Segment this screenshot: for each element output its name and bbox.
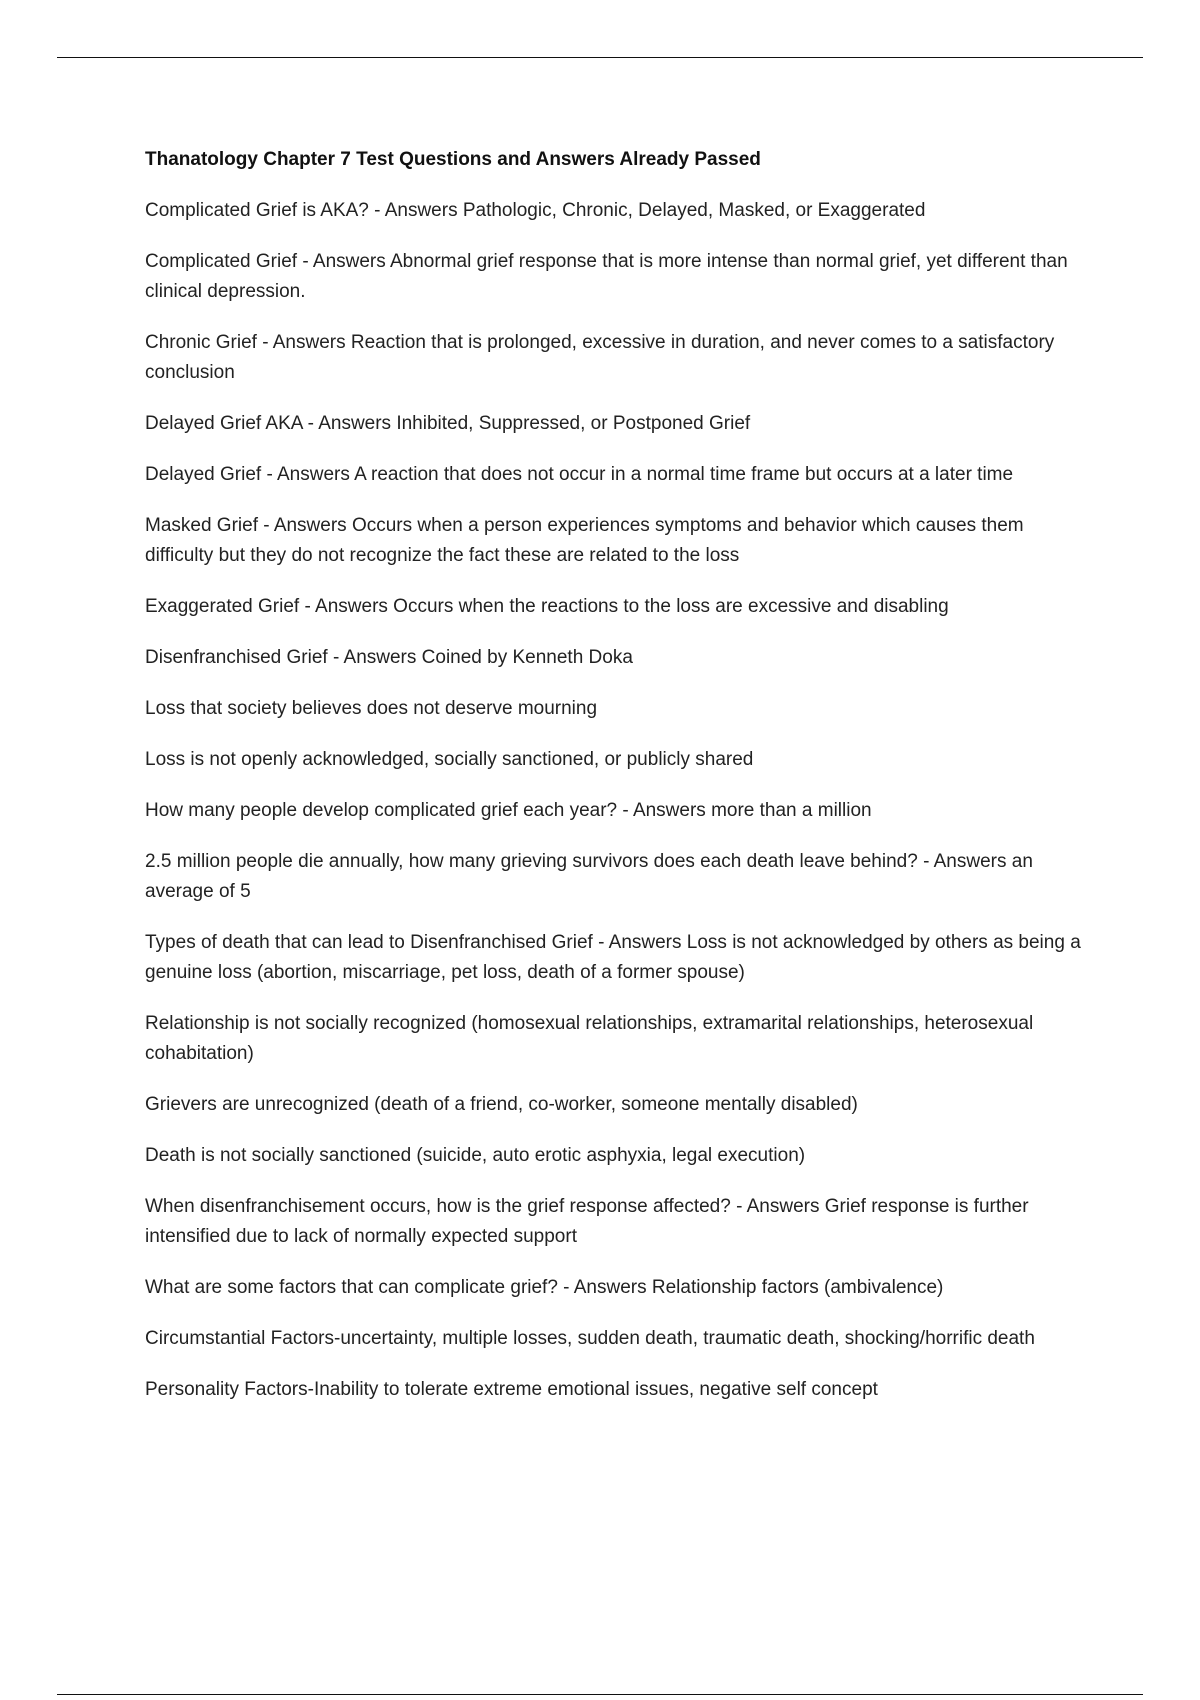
document-title: Thanatology Chapter 7 Test Questions and Answers Already Passed bbox=[145, 149, 761, 170]
qa-entry-complicated-grief: Complicated Grief - Answers Abnormal grief response that is more intense than normal grief, yet different than clinical depression. bbox=[145, 251, 1068, 302]
document-body bbox=[145, 145, 1085, 1426]
qa-entry-loss-not-deserving: Loss that society believes does not deserve mourning bbox=[145, 698, 598, 719]
qa-entry-delayed-grief: Delayed Grief - Answers A reaction that does not occur in a normal time frame but occurs at a later time bbox=[145, 464, 1014, 485]
qa-entry-disenfranchised-grief: Disenfranchised Grief - Answers Coined by Kenneth Doka bbox=[145, 647, 633, 668]
qa-entry-disenfranchisement-effect: When disenfranchisement occurs, how is the grief response affected? - Answers Grief response is further intensified due to lack of normally expected support bbox=[145, 1196, 1029, 1247]
qa-entry-complicated-grief-count: How many people develop complicated grief each year? - Answers more than a million bbox=[145, 800, 872, 821]
qa-entry-survivors-per-death: 2.5 million people die annually, how many grieving survivors does each death leave behind? - Answers an average of 5 bbox=[145, 851, 1033, 902]
qa-entry-death-not-sanctioned: Death is not socially sanctioned (suicide, auto erotic asphyxia, legal execution) bbox=[145, 1145, 806, 1166]
qa-entry-grievers-unrecognized: Grievers are unrecognized (death of a friend, co-worker, someone mentally disabled) bbox=[145, 1094, 858, 1115]
qa-entry-circumstantial-factors: Circumstantial Factors-uncertainty, multiple losses, sudden death, traumatic death, shocking/horrific death bbox=[145, 1328, 1035, 1349]
qa-entry-complicating-factors: What are some factors that can complicate grief? - Answers Relationship factors (ambivalence) bbox=[145, 1277, 944, 1298]
qa-entry-chronic-grief: Chronic Grief - Answers Reaction that is prolonged, excessive in duration, and never comes to a satisfactory conclusion bbox=[145, 332, 1055, 383]
header-rule bbox=[57, 57, 1143, 58]
qa-entry-masked-grief: Masked Grief - Answers Occurs when a person experiences symptoms and behavior which causes them difficulty but they do not recognize the fact these are related to the loss bbox=[145, 515, 1024, 566]
qa-entry-complicated-grief-aka: Complicated Grief is AKA? - Answers Pathologic, Chronic, Delayed, Masked, or Exaggerated bbox=[145, 200, 926, 221]
qa-entry-delayed-grief-aka: Delayed Grief AKA - Answers Inhibited, Suppressed, or Postponed Grief bbox=[145, 413, 751, 434]
qa-entry-relationship-not-recognized: Relationship is not socially recognized (homosexual relationships, extramarital relationships, heterosexual cohabitation) bbox=[145, 1013, 1034, 1064]
qa-entry-loss-not-acknowledged: Loss is not openly acknowledged, socially sanctioned, or publicly shared bbox=[145, 749, 754, 770]
qa-entry-types-of-death: Types of death that can lead to Disenfranchised Grief - Answers Loss is not acknowledged by others as being a genuine loss (abortion, miscarriage, pet loss, death of a former spouse) bbox=[145, 932, 1081, 983]
qa-entry-personality-factors: Personality Factors-Inability to tolerate extreme emotional issues, negative self concept bbox=[145, 1379, 878, 1400]
qa-entry-exaggerated-grief: Exaggerated Grief - Answers Occurs when the reactions to the loss are excessive and disabling bbox=[145, 596, 949, 617]
footer-rule bbox=[57, 1694, 1143, 1695]
